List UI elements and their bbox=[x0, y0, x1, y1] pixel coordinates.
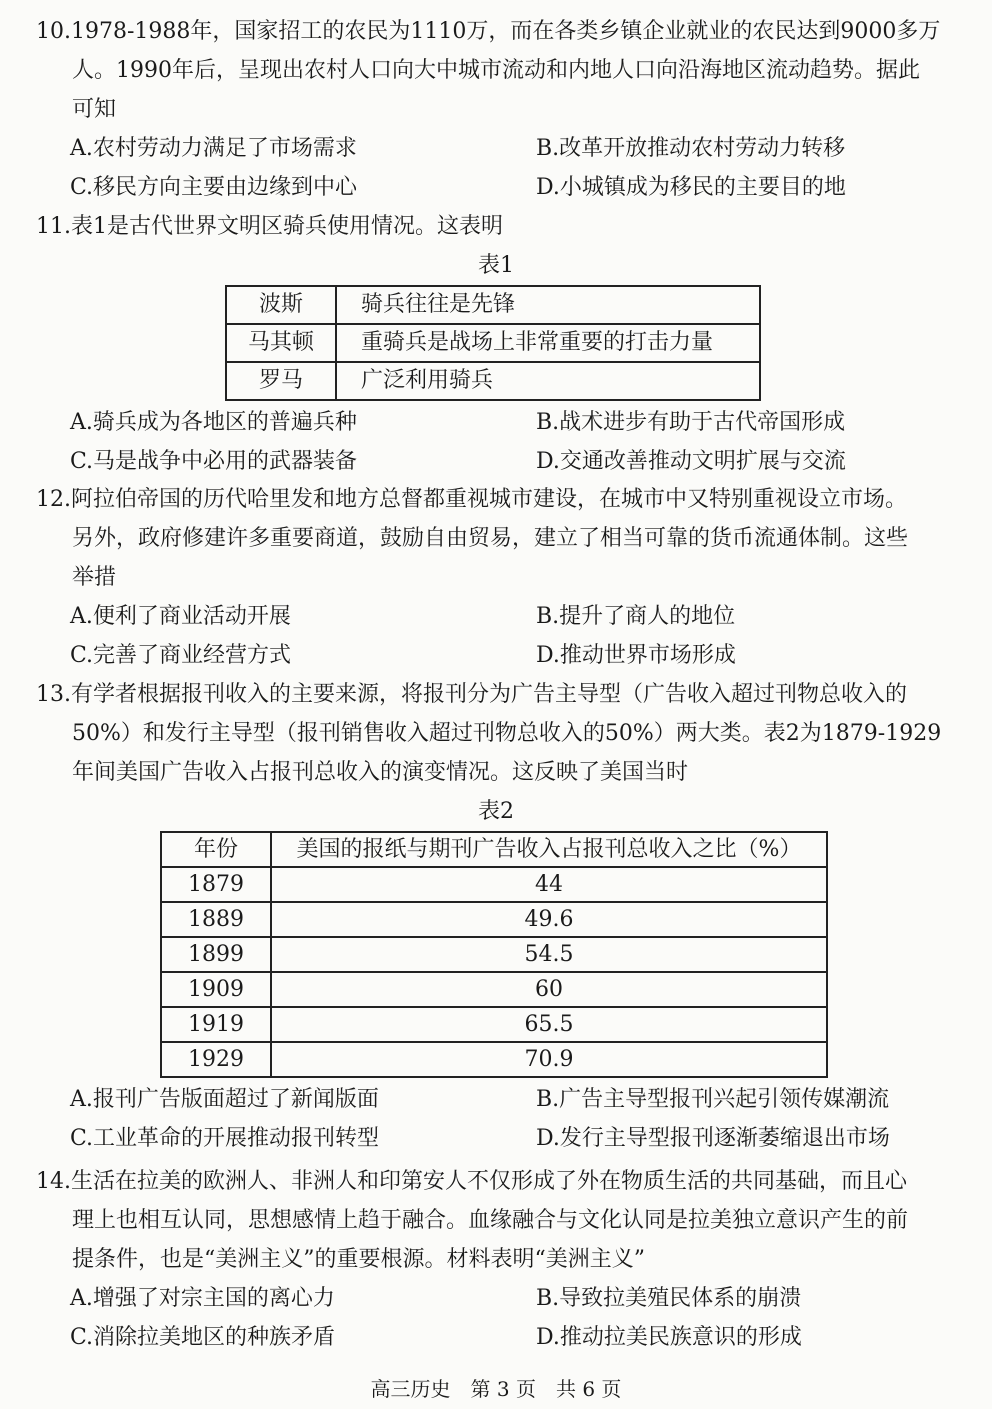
option-a[interactable]: A.便利了商业活动开展 bbox=[70, 604, 291, 629]
table-1-caption: 表1 bbox=[478, 253, 514, 278]
page-footer: 高三历史 第 3 页 共 6 页 bbox=[370, 1377, 622, 1401]
question-10-stem: 10.1978-1988年，国家招工的农民为1110万，而在各类乡镇企业就业的农民达到9000多万 bbox=[36, 12, 956, 51]
table-row bbox=[161, 937, 827, 972]
table-header-ratio: 美国的报纸与期刊广告收入占报刊总收入之比（%） bbox=[271, 832, 827, 867]
option-b[interactable]: B.提升了商人的地位 bbox=[536, 604, 736, 629]
table-row bbox=[161, 972, 827, 1007]
option-a[interactable]: A.骑兵成为各地区的普遍兵种 bbox=[70, 410, 357, 435]
table-2-caption: 表2 bbox=[478, 799, 514, 824]
table-1 bbox=[225, 285, 761, 401]
table-cell-usage: 骑兵往往是先锋 bbox=[336, 286, 760, 324]
question-14-stem-line: 提条件，也是“美洲主义”的重要根源。材料表明“美洲主义” bbox=[72, 1247, 645, 1272]
option-a[interactable]: A.农村劳动力满足了市场需求 bbox=[70, 136, 357, 161]
question-13 bbox=[36, 675, 956, 1158]
table-cell-region: 马其顿 bbox=[226, 324, 336, 362]
question-number: 14. bbox=[36, 1169, 71, 1194]
table-header-row bbox=[161, 832, 827, 867]
question-12 bbox=[36, 480, 956, 675]
question-13-stem-line: 年间美国广告收入占报刊总收入的演变情况。这反映了美国当时 bbox=[72, 760, 689, 785]
table-cell-year: 1879 bbox=[161, 867, 271, 902]
table-cell-usage: 广泛利用骑兵 bbox=[336, 362, 760, 400]
table-cell-ratio: 54.5 bbox=[271, 937, 827, 972]
table-row bbox=[161, 1042, 827, 1077]
question-14 bbox=[36, 1162, 956, 1357]
question-11 bbox=[36, 207, 956, 481]
table-cell-year: 1909 bbox=[161, 972, 271, 1007]
question-10-stem-line: 可知 bbox=[72, 97, 117, 122]
option-d[interactable]: D.小城镇成为移民的主要目的地 bbox=[536, 175, 846, 200]
table-row bbox=[226, 362, 760, 400]
question-14-options bbox=[36, 1279, 956, 1357]
table-row bbox=[161, 902, 827, 937]
question-number: 10. bbox=[36, 19, 71, 44]
table-cell-year: 1929 bbox=[161, 1042, 271, 1077]
table-cell-ratio: 44 bbox=[271, 867, 827, 902]
option-b[interactable]: B.广告主导型报刊兴起引领传媒潮流 bbox=[536, 1087, 890, 1112]
question-13-options bbox=[36, 1080, 956, 1158]
option-c[interactable]: C.移民方向主要由边缘到中心 bbox=[70, 175, 358, 200]
option-a[interactable]: A.报刊广告版面超过了新闻版面 bbox=[70, 1087, 379, 1112]
question-12-stem-line: 举措 bbox=[72, 565, 117, 590]
question-number: 12. bbox=[36, 487, 71, 512]
option-c[interactable]: C.完善了商业经营方式 bbox=[70, 643, 292, 668]
table-row bbox=[226, 286, 760, 324]
option-d[interactable]: D.推动世界市场形成 bbox=[536, 643, 736, 668]
option-b[interactable]: B.导致拉美殖民体系的崩溃 bbox=[536, 1286, 802, 1311]
question-12-stem: 12.阿拉伯帝国的历代哈里发和地方总督都重视城市建设，在城市中又特别重视设立市场。 bbox=[36, 480, 956, 519]
table-cell-ratio: 70.9 bbox=[271, 1042, 827, 1077]
question-12-stem-line: 另外，政府修建许多重要商道，鼓励自由贸易，建立了相当可靠的货币流通体制。这些 bbox=[72, 526, 909, 551]
option-d[interactable]: D.交通改善推动文明扩展与交流 bbox=[536, 449, 846, 474]
option-c[interactable]: C.工业革命的开展推动报刊转型 bbox=[70, 1126, 380, 1151]
option-b[interactable]: B.改革开放推动农村劳动力转移 bbox=[536, 136, 846, 161]
question-10-options bbox=[36, 129, 956, 207]
question-10 bbox=[36, 12, 956, 207]
question-12-options bbox=[36, 597, 956, 675]
table-cell-year: 1919 bbox=[161, 1007, 271, 1042]
table-cell-region: 波斯 bbox=[226, 286, 336, 324]
table-cell-region: 罗马 bbox=[226, 362, 336, 400]
question-13-stem-line: 50%）和发行主导型（报刊销售收入超过刊物总收入的50%）两大类。表2为1879-1929 bbox=[72, 721, 942, 746]
option-d[interactable]: D.推动拉美民族意识的形成 bbox=[536, 1325, 802, 1350]
table-cell-usage: 重骑兵是战场上非常重要的打击力量 bbox=[336, 324, 760, 362]
table-row bbox=[226, 324, 760, 362]
question-number: 13. bbox=[36, 682, 71, 707]
question-14-stem: 14.生活在拉美的欧洲人、非洲人和印第安人不仅形成了外在物质生活的共同基础，而且心 bbox=[36, 1162, 956, 1201]
option-c[interactable]: C.马是战争中必用的武器装备 bbox=[70, 449, 358, 474]
question-11-options bbox=[36, 403, 956, 481]
table-cell-year: 1889 bbox=[161, 902, 271, 937]
table-header-year: 年份 bbox=[161, 832, 271, 867]
table-cell-ratio: 60 bbox=[271, 972, 827, 1007]
option-a[interactable]: A.增强了对宗主国的离心力 bbox=[70, 1286, 335, 1311]
table-cell-year: 1899 bbox=[161, 937, 271, 972]
question-14-stem-line: 理上也相互认同，思想感情上趋于融合。血缘融合与文化认同是拉美独立意识产生的前 bbox=[72, 1208, 909, 1233]
table-row bbox=[161, 867, 827, 902]
question-13-stem: 13.有学者根据报刊收入的主要来源，将报刊分为广告主导型（广告收入超过刊物总收入的 bbox=[36, 675, 956, 714]
question-11-stem: 11.表1是古代世界文明区骑兵使用情况。这表明 bbox=[36, 207, 956, 246]
table-2 bbox=[160, 831, 828, 1078]
table-row bbox=[161, 1007, 827, 1042]
question-number: 11. bbox=[36, 214, 71, 239]
table-cell-ratio: 49.6 bbox=[271, 902, 827, 937]
question-10-stem-line: 人。1990年后，呈现出农村人口向大中城市流动和内地人口向沿海地区流动趋势。据此 bbox=[72, 58, 920, 83]
option-d[interactable]: D.发行主导型报刊逐渐萎缩退出市场 bbox=[536, 1126, 890, 1151]
table-cell-ratio: 65.5 bbox=[271, 1007, 827, 1042]
option-b[interactable]: B.战术进步有助于古代帝国形成 bbox=[536, 410, 846, 435]
option-c[interactable]: C.消除拉美地区的种族矛盾 bbox=[70, 1325, 336, 1350]
